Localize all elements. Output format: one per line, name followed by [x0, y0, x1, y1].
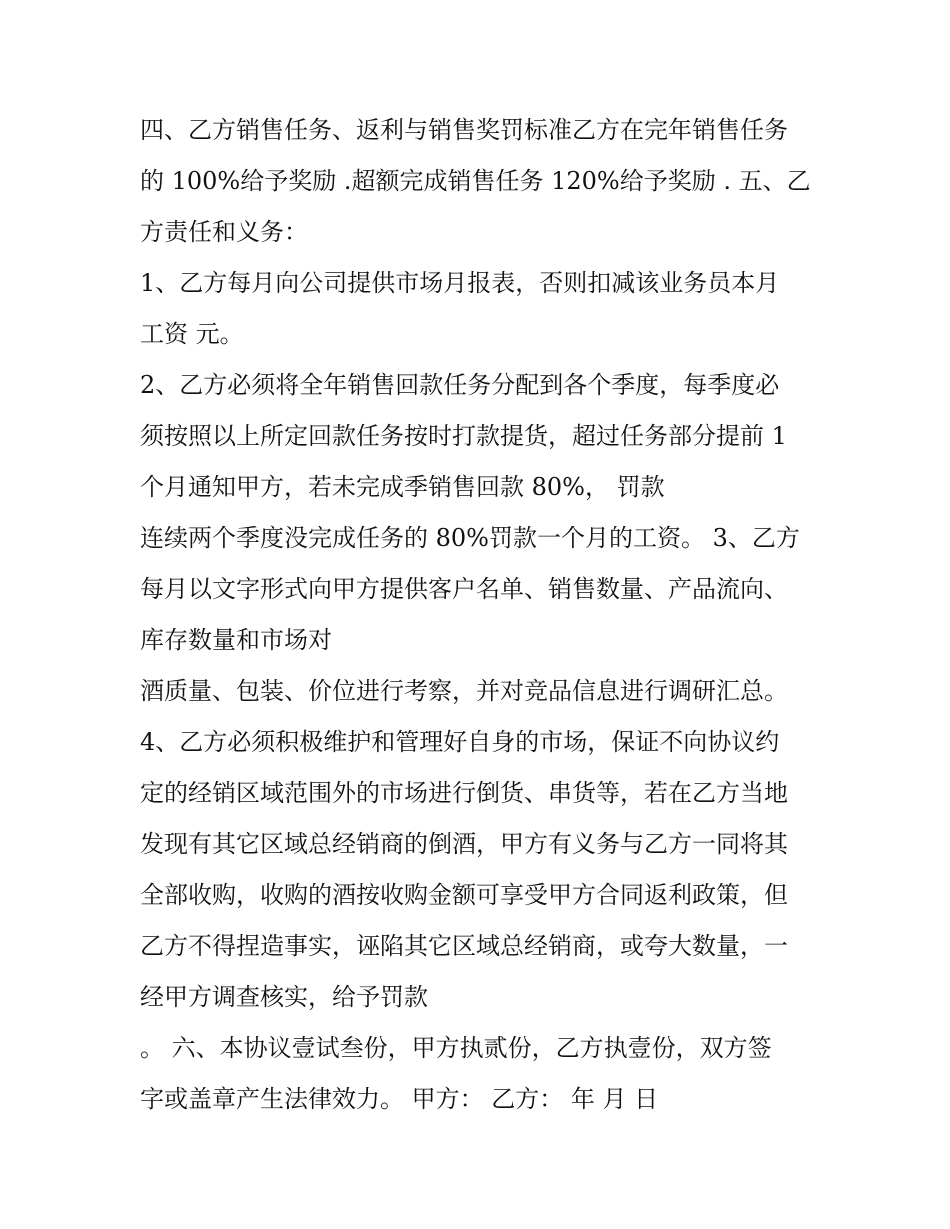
text-line: 四、乙方销售任务、返利与销售奖罚标准乙方在完年销售任务	[140, 116, 788, 144]
text-line: 字或盖章产生法律效力。 甲方： 乙方： 年 月 日	[140, 1085, 659, 1113]
text-line: 乙方不得捏造事实，诬陷其它区域总经销商，或夸大数量，一	[140, 932, 788, 960]
text-line: 个月通知甲方，若未完成季销售回款 80%， 罚款	[140, 473, 665, 501]
text-line: 发现有其它区域总经销商的倒酒，甲方有义务与乙方一同将其	[140, 830, 788, 858]
text-line: 须按照以上所定回款任务按时打款提货，超过任务部分提前 1	[140, 422, 787, 450]
text-line: 工资 元。	[140, 320, 244, 348]
text-line: 酒质量、包装、价位进行考察，并对竞品信息进行调研汇总。	[140, 677, 788, 705]
text-line: 2、乙方必须将全年销售回款任务分配到各个季度，每季度必	[140, 371, 780, 399]
contract-text	[140, 105, 830, 1125]
text-line: 方责任和义务：	[140, 218, 308, 246]
text-line: 定的经销区域范围外的市场进行倒货、串货等，若在乙方当地	[140, 779, 788, 807]
text-line: 全部收购，收购的酒按收购金额可享受甲方合同返利政策，但	[140, 881, 788, 909]
text-line: 经甲方调查核实，给予罚款	[140, 983, 428, 1011]
text-line: 的 100%给予奖励 .超额完成销售任务 120%给予奖励 . 五、乙	[140, 167, 811, 195]
text-line: 库存数量和市场对	[140, 626, 332, 654]
text-line: 。 六、本协议壹试叁份，甲方执贰份，乙方执壹份，双方签	[140, 1034, 772, 1062]
text-line: 每月以文字形式向甲方提供客户名单、销售数量、产品流向、	[140, 575, 788, 603]
text-line: 连续两个季度没完成任务的 80%罚款一个月的工资。 3、乙方	[140, 524, 800, 552]
text-line: 4、乙方必须积极维护和管理好自身的市场，保证不向协议约	[140, 728, 780, 756]
text-line: 1、乙方每月向公司提供市场月报表，否则扣减该业务员本月	[140, 269, 780, 297]
